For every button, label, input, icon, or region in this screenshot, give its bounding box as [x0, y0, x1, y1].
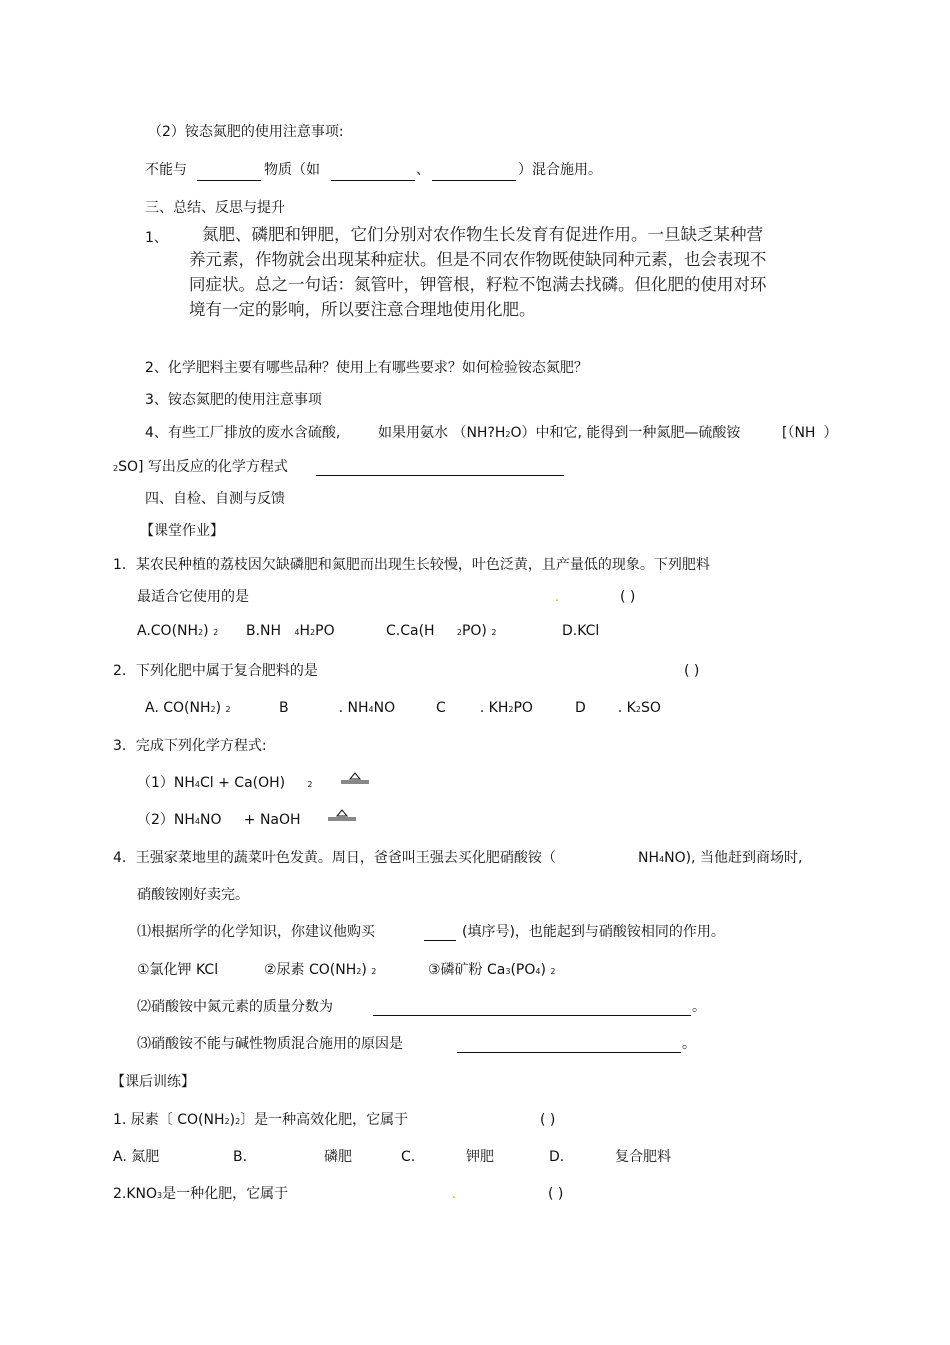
- period: 。: [682, 1036, 696, 1052]
- summary-line: 同症状。总之一句话：氮管叶，钾管根，籽粒不饱满去找磷。但化肥的使用对环: [189, 275, 767, 294]
- option-d-text[interactable]: 复合肥料: [615, 1149, 671, 1165]
- option-c[interactable]: C.Ca(H 2PO) 2: [386, 623, 497, 639]
- answer-paren: ( ): [540, 1112, 556, 1128]
- dot-mark: .: [452, 1187, 456, 1201]
- question-4-part3: ⑶硝酸铵不能与碱性物质混合施用的原因是: [137, 1036, 403, 1052]
- option-c[interactable]: C.: [401, 1149, 416, 1165]
- summary-line: 养元素，作物就会出现某种症状。但是不同农作物既使缺同种元素，也会表现不: [189, 250, 767, 269]
- summary-line: 境有一定的影响，所以要注意合理地使用化肥。: [189, 300, 536, 319]
- blank-field[interactable]: [197, 180, 261, 181]
- blank-field[interactable]: [331, 180, 415, 181]
- dot-mark: .: [555, 590, 559, 604]
- option-1[interactable]: ①氯化钾 KCl: [137, 962, 219, 978]
- question-4-part2: ⑵硝酸铵中氮元素的质量分数为: [137, 999, 333, 1015]
- item-4: 4、有些工厂排放的废水含硫酸,: [145, 425, 341, 441]
- question-1-line2: 最适合它使用的是: [137, 589, 249, 605]
- equation-2: （2）NH4NO + NaOH: [137, 812, 301, 828]
- item-4-line2: 2SO] 写出反应的化学方程式: [113, 459, 288, 475]
- option-d[interactable]: D.KCl: [562, 623, 600, 639]
- item-4-formula-end: [（NH ）: [782, 425, 838, 441]
- option-3[interactable]: ③磷矿粉 Ca3(PO4) 2: [428, 962, 556, 978]
- equation-1: （1）NH4Cl + Ca(OH) 2: [137, 775, 313, 791]
- blank-field[interactable]: [424, 940, 456, 941]
- equation-blank[interactable]: [316, 475, 564, 476]
- classwork-heading: 【课堂作业】: [140, 523, 224, 539]
- fill-line-label: 、: [416, 162, 430, 178]
- homework-question-2: 2.KNO3是一种化肥，它属于: [113, 1186, 289, 1202]
- fill-line-label: 不能与: [145, 162, 187, 178]
- item-4-formula: 如果用氨水 （NH?H2O）中和它, 能得到一种氮肥—硫酸铵: [378, 425, 741, 441]
- option-c-text[interactable]: 钾肥: [466, 1149, 494, 1165]
- option-d[interactable]: D.: [549, 1149, 565, 1165]
- option-b[interactable]: B . NH4NO: [279, 700, 396, 716]
- option-b[interactable]: B.NH 4H2PO: [246, 623, 335, 639]
- question-1: 1．某农民种植的荔枝因欠缺磷肥和氮肥而出现生长较慢，叶色泛黄，且产量低的现象。下列肥料: [113, 557, 710, 573]
- blank-field[interactable]: [457, 1052, 681, 1053]
- homework-question-1: 1. 尿素〔 CO(NH2)2〕是一种高效化肥，它属于: [113, 1112, 409, 1128]
- question-2: 2．下列化肥中属于复合肥料的是: [113, 663, 318, 679]
- option-b[interactable]: B.: [233, 1149, 248, 1165]
- fill-line-label: 物质（如: [264, 162, 320, 178]
- question-4-line2: 硝酸铵刚好卖完。: [137, 887, 249, 903]
- section-2-heading: （2）铵态氮肥的使用注意事项:: [148, 124, 344, 140]
- question-4-formula: NH4NO), 当他赶到商场时,: [638, 850, 803, 866]
- summary-line: 氮肥、磷肥和钾肥，它们分别对农作物生长发育有促进作用。一旦缺乏某种营: [202, 225, 763, 244]
- section-3-heading: 三、总结、反思与提升: [145, 200, 285, 216]
- option-a[interactable]: A. 氮肥: [113, 1149, 160, 1165]
- blank-field[interactable]: [432, 180, 516, 181]
- answer-paren: ( ): [684, 663, 700, 679]
- option-a[interactable]: A. CO(NH2) 2: [145, 700, 231, 716]
- homework-heading: 【课后训练】: [111, 1074, 195, 1090]
- item-2: 2、化学肥料主要有哪些品种？使用上有哪些要求？如何检验铵态氮肥？: [145, 360, 588, 376]
- question-4: 4．王强家菜地里的蔬菜叶色发黄。周日，爸爸叫王强去买化肥硝酸铵（: [113, 850, 556, 866]
- question-4-part1-tail: (填序号)，也能起到与硝酸铵相同的作用。: [462, 924, 725, 940]
- item-number: 1、: [145, 230, 168, 246]
- heat-symbol-icon: [328, 809, 356, 821]
- option-c[interactable]: C . KH2PO: [436, 700, 533, 716]
- section-4-heading: 四、自检、自测与反馈: [145, 491, 285, 507]
- period: 。: [692, 999, 706, 1015]
- answer-paren: ( ): [620, 589, 636, 605]
- option-b-text[interactable]: 磷肥: [324, 1149, 352, 1165]
- option-2[interactable]: ②尿素 CO(NH2) 2: [264, 962, 377, 978]
- blank-field[interactable]: [373, 1015, 691, 1016]
- option-a[interactable]: A.CO(NH2) 2: [137, 623, 219, 639]
- question-3: 3．完成下列化学方程式:: [113, 738, 267, 754]
- fill-line-label: ）混合施用。: [518, 162, 602, 178]
- item-3: 3、铵态氮肥的使用注意事项: [145, 392, 322, 408]
- question-4-part1: ⑴根据所学的化学知识，你建议他购买: [137, 924, 375, 940]
- heat-symbol-icon: [341, 772, 369, 784]
- option-d[interactable]: D . K2SO: [575, 700, 661, 716]
- answer-paren: ( ): [548, 1186, 564, 1202]
